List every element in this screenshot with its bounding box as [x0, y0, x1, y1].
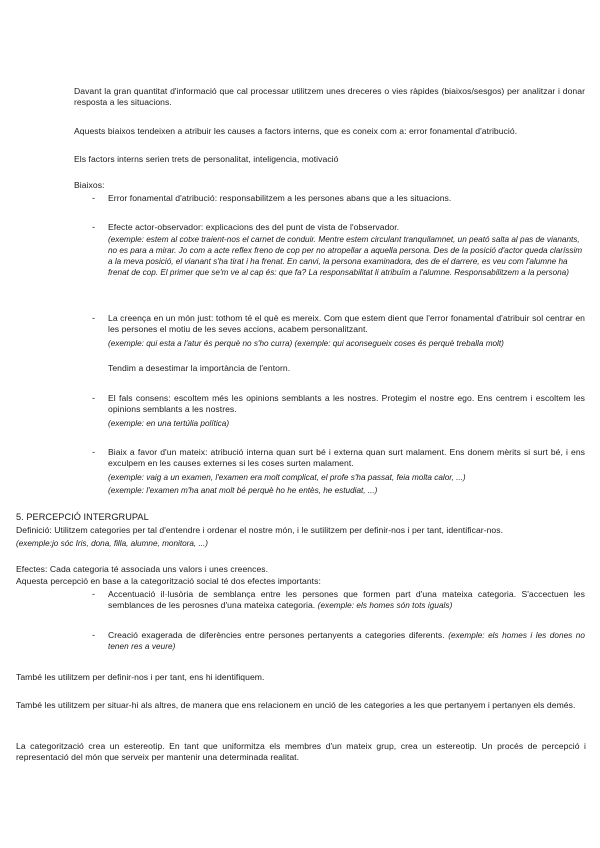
definicio-text: Definició: Utilitzem categories per tal d'entendre i ordenar el nostre món, i le sutilitzem per definir-nos i per tant, identificar-nos. — [16, 525, 504, 535]
percepcio-text: Aquesta percepció en base a la categorització social té dos efectes importants: — [16, 576, 321, 586]
paragraph-estereotip: La categorització crea un estereotip. En tant que uniformitza els membres d'un mateix grup, crea un estereotip. Un procés de percepció i representació del món que serveix per mantenir una determinada realitat. — [16, 741, 586, 763]
efecte-diferencies — [108, 630, 585, 652]
intro-paragraph-1: Davant la gran quantitat d'informació que cal processar utilitzem unes dreceres o vies ràpides (biaixos/sesgos) per analitzar i donar resposta a les situacions. — [74, 86, 585, 108]
paragraph-situar: També les utilitzem per situar-hi als altres, de manera que ens relacionem en unció de les categories a les que pertanyem i pertanyen els demés. — [16, 700, 576, 710]
intro-paragraph-2: Aquests biaixos tendeixen a atribuir les causes a factors interns, que es coneix com a: error fonamental d'atribució. — [74, 126, 518, 136]
efectes-text: Efectes: Cada categoria té associada uns valors i unes creences. — [16, 564, 269, 574]
bullet-dash: - — [92, 589, 95, 599]
bias-mon-just: La creença en un món just: tothom té el què es mereix. Com que estem dient que l'error fonamental d'atribuir sol centrar en les persones el motiu de les seves accions, acabem personalitzant. — [108, 313, 585, 335]
definicio-example: (exemple:jo sóc Iris, dona, filla, alumne, monitora, ...) — [16, 539, 209, 548]
bullet-dash: - — [92, 313, 95, 323]
section-5-title: 5. PERCEPCIÓ INTERGRUPAL — [16, 512, 149, 522]
biaixos-heading: Biaixos: — [74, 180, 105, 190]
bias-a-favor-mateix-example-2: (exemple: l'examen m'ha anat molt bé perquè ho he entès, he estudiat, ...) — [108, 486, 378, 495]
bias-a-favor-mateix: Biaix a favor d'un mateix: atribució interna quan surt bé i externa quan surt malament. Ens donem mèrits si surt bé, i ens exculpem en les causes externes si les coses surten malament. — [108, 447, 585, 469]
efecte-accentuacio-text: Accentuació il·lusòria de semblança entre les persones que formen part d'una mateixa categoria. S'accectuen les semblances de les perosnes d'una mateixa categoria. — [108, 589, 585, 611]
efecte-diferencies-example: (exemple: els homes i les dones no tenen res a veure) — [108, 631, 585, 652]
bias-a-favor-mateix-example-1: (exemple: vaig a un examen, l'examen era molt complicat, el profe s'ha passat, feia molta calor, ...) — [108, 473, 466, 482]
bias-fals-consens: El fals consens: escoltem més les opinions semblants a les nostres. Protegim el nostre ego. Ens centrem i escoltem les opinions semblants a les nostres. — [108, 393, 585, 415]
bias-error-fonamental: Error fonamental d'atribució: responsabilitzem a les persones abans que a les situacions. — [108, 193, 452, 203]
bias-fals-consens-example: (exemple: en una tertúlia política) — [108, 419, 230, 428]
bullet-dash: - — [92, 393, 95, 403]
paragraph-definir: També les utilitzem per definir-nos i per tant, ens hi identifiquem. — [16, 672, 265, 682]
efecte-diferencies-text: Creació exagerada de diferències entre persones pertanyents a categories diferents. — [108, 630, 445, 640]
intro-paragraph-3: Els factors interns serien trets de personalitat, inteligencia, motivació — [74, 154, 339, 164]
efecte-accentuacio-example: (exemple: els homes són tots iguals) — [317, 601, 453, 611]
bias-actor-observador-example: (exemple: estem al cotxe traient-nos el carnet de conduir. Mentre estem circulant tranquilamnet, un peató salta al pas de vianants, no es para a mirar. Jo com a acte reflex freno de cop per no atropellar a aquella persona. Des de la posició d'actor queda claríssim a la meva posició, el vianant s'ha tirat i ha frenat. En canvi, la persona examinadora, des de el darrere, es veu com l'alumne ha frenat de cop. El primer que se'm ve al cap és: que fa? La responsabilitat li atribuïm a l'alumne. Responsabilitzem a la persona) — [108, 235, 583, 277]
bias-mon-just-example: (exemple: qui esta a l'atur és perquè no s'ho curra) (exemple: qui aconsegueix coses és perquè treballa molt) — [108, 339, 504, 348]
bullet-dash: - — [92, 630, 95, 640]
bullet-dash: - — [92, 222, 95, 232]
bullet-dash: - — [92, 447, 95, 457]
bias-mon-just-extra: Tendim a desestimar la importància de l'entorn. — [108, 363, 291, 373]
bias-actor-observador: Efecte actor-observador: explicacions des del punt de vista de l'observador. — [108, 222, 400, 232]
efecte-accentuacio — [108, 589, 585, 611]
bullet-dash: - — [92, 193, 95, 203]
